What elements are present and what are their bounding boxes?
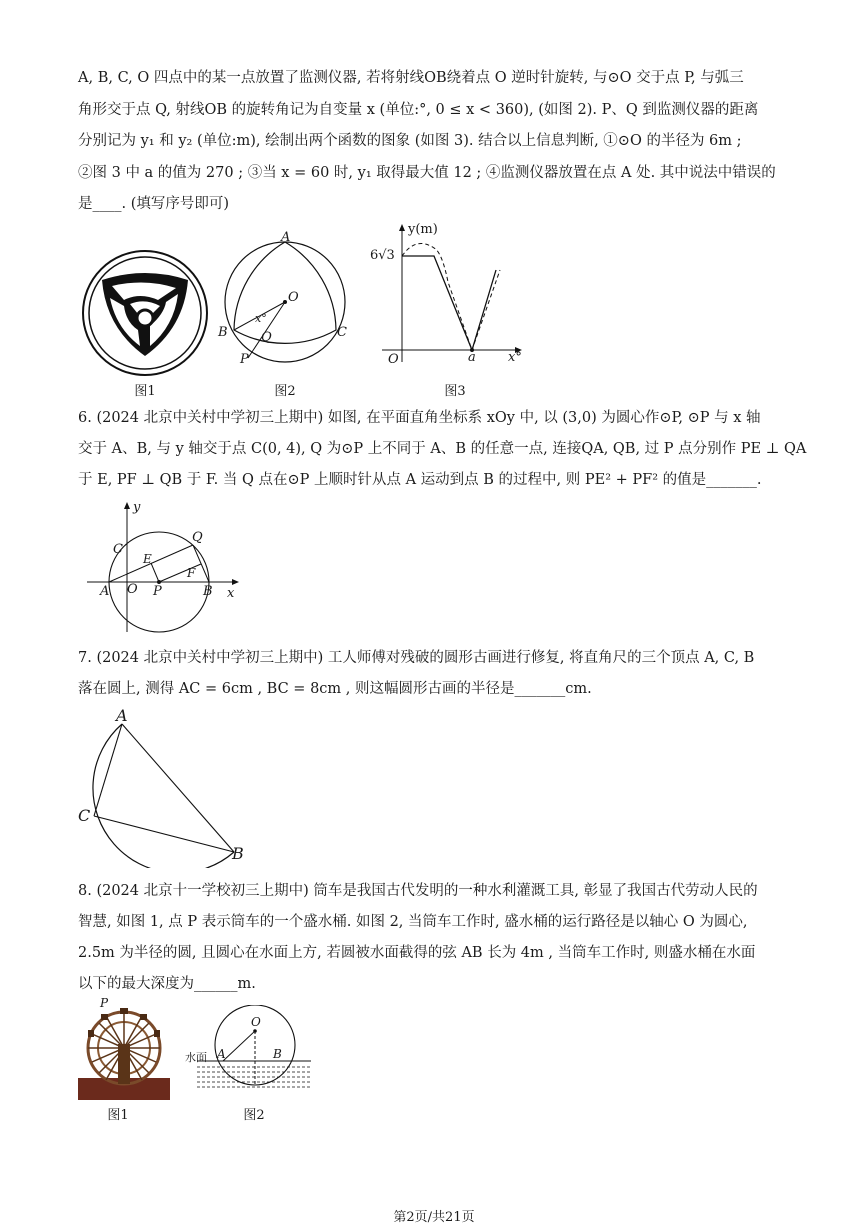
fig2-label-Q: Q [261,330,272,345]
q8-figure-2 [185,1005,315,1100]
q6-figure [85,500,250,635]
q5-line-4: ②图 3 中 a 的值为 270 ; ③当 x = 60 时, y₁ 取得最大值 12 ; ④监测仪器放置在点 A 处. 其中说法中错误的 [78,165,776,181]
fig2-label-A: A [281,230,291,245]
fig2-label-C: C [337,325,347,340]
fig2-label-O: O [288,290,299,305]
q8-figure-1 [78,996,170,1100]
q5-line-1: A, B, C, O 四点中的某一点放置了监测仪器, 若将射线OB绕着点 O 逆时针旋转, 与⊙O 交于点 P, 与弧三 [78,70,744,86]
q5-figure-3 [368,222,528,372]
q6-label-F: F [187,566,196,580]
q8-line-4: 以下的最大深度为______m. [78,976,256,992]
q6-label-P: P [153,584,162,599]
fig3-a-label: a [468,350,476,365]
q8-caption-1: 图1 [107,1108,129,1123]
q5-line-2: 角形交于点 Q, 射线OB 的旋转角记为自变量 x (单位:°, 0 ≤ x < 360), (如图 2). P、Q 到监测仪器的距离 [78,102,759,118]
q6-label-O: O [127,582,138,597]
q7-figure [76,706,256,868]
q5-caption-1: 图1 [134,384,156,399]
fig3-y-axis-label: y(m) [408,222,438,237]
page-footer: 第2页/共21页 [393,1210,475,1225]
q6-label-B: B [203,584,213,599]
q8-label-B: B [273,1047,282,1061]
fig3-value-label: 6√3 [370,248,395,263]
q5-line-5: 是____. (填写序号即可) [78,196,230,212]
water-wheel-illustration [78,1000,170,1100]
q8-line-3: 2.5m 为半径的圆, 且圆心在水面上方, 若圆被水面截得的弦 AB 长为 4m , 当筒车工作时, 则盛水桶在水面 [78,945,756,961]
q6-line-3: 于 E, PF ⊥ QB 于 F. 当 Q 点在⊙P 上顺时针从点 A 运动到点 B 的过程中, 则 PE² + PF² 的值是_______. [78,472,762,488]
q6-label-y: y [133,500,141,515]
q8-label-A: A [217,1047,226,1061]
q7-label-C: C [78,806,91,825]
q6-label-A: A [100,584,110,599]
q6-label-x: x [227,586,235,601]
q5-line-3: 分别记为 y₁ 和 y₂ (单位:m), 绘制出两个函数的图象 (如图 3). 结合以上信息判断, ①⊙O 的半径为 6m ; [78,133,742,149]
q6-figure-drawing [85,500,250,635]
q7-figure-drawing [76,706,256,868]
q5-caption-3: 图3 [444,384,466,399]
fig2-label-x: x° [255,312,267,325]
q8-caption-2: 图2 [243,1108,265,1123]
q8-line-2: 智慧, 如图 1, 点 P 表示筒车的一个盛水桶. 如图 2, 当筒车工作时, 盛水桶的运行路径是以轴心 O 为圆心, [78,914,748,930]
q6-label-E: E [143,552,152,566]
q6-label-C: C [113,542,123,557]
q8-label-water: 水面 [185,1051,207,1064]
q6-line-2: 交于 A、B, 与 y 轴交于点 C(0, 4), Q 为⊙P 上不同于 A、B 的任意一点, 连接QA, QB, 过 P 点分别作 PE ⊥ QA [78,441,807,457]
fig3-origin-label: O [388,352,399,367]
q5-figure-3-graph [368,222,528,372]
q7-line-2: 落在圆上, 测得 AC = 6cm , BC = 8cm , 则这幅圆形古画的半径是_______cm. [78,681,592,697]
q8-label-O: O [251,1015,261,1029]
q7-line-1: 7. (2024 北京中关村中学初三上期中) 工人师傅对残破的圆形古画进行修复, 将直角尺的三个顶点 A, C, B [78,650,755,666]
q5-figure-2 [215,230,355,370]
q7-label-A: A [116,706,128,725]
fig2-label-P: P [240,352,249,367]
q7-label-B: B [232,844,244,863]
q5-figure-1-drawing [80,248,210,378]
q6-label-Q: Q [192,530,203,545]
fig3-x-axis-label: x° [508,350,522,365]
q5-figure-1 [80,248,210,378]
q5-caption-2: 图2 [274,384,296,399]
q6-line-1: 6. (2024 北京中关村中学初三上期中) 如图, 在平面直角坐标系 xOy 中, 以 (3,0) 为圆心作⊙P, ⊙P 与 x 轴 [78,410,761,426]
q5-figure-2-drawing [215,230,355,370]
q8-line-1: 8. (2024 北京十一学校初三上期中) 筒车是我国古代发明的一种水利灌溉工具, 彰显了我国古代劳动人民的 [78,883,758,899]
q8-label-P: P [100,996,109,1010]
fig2-label-B: B [218,325,228,340]
